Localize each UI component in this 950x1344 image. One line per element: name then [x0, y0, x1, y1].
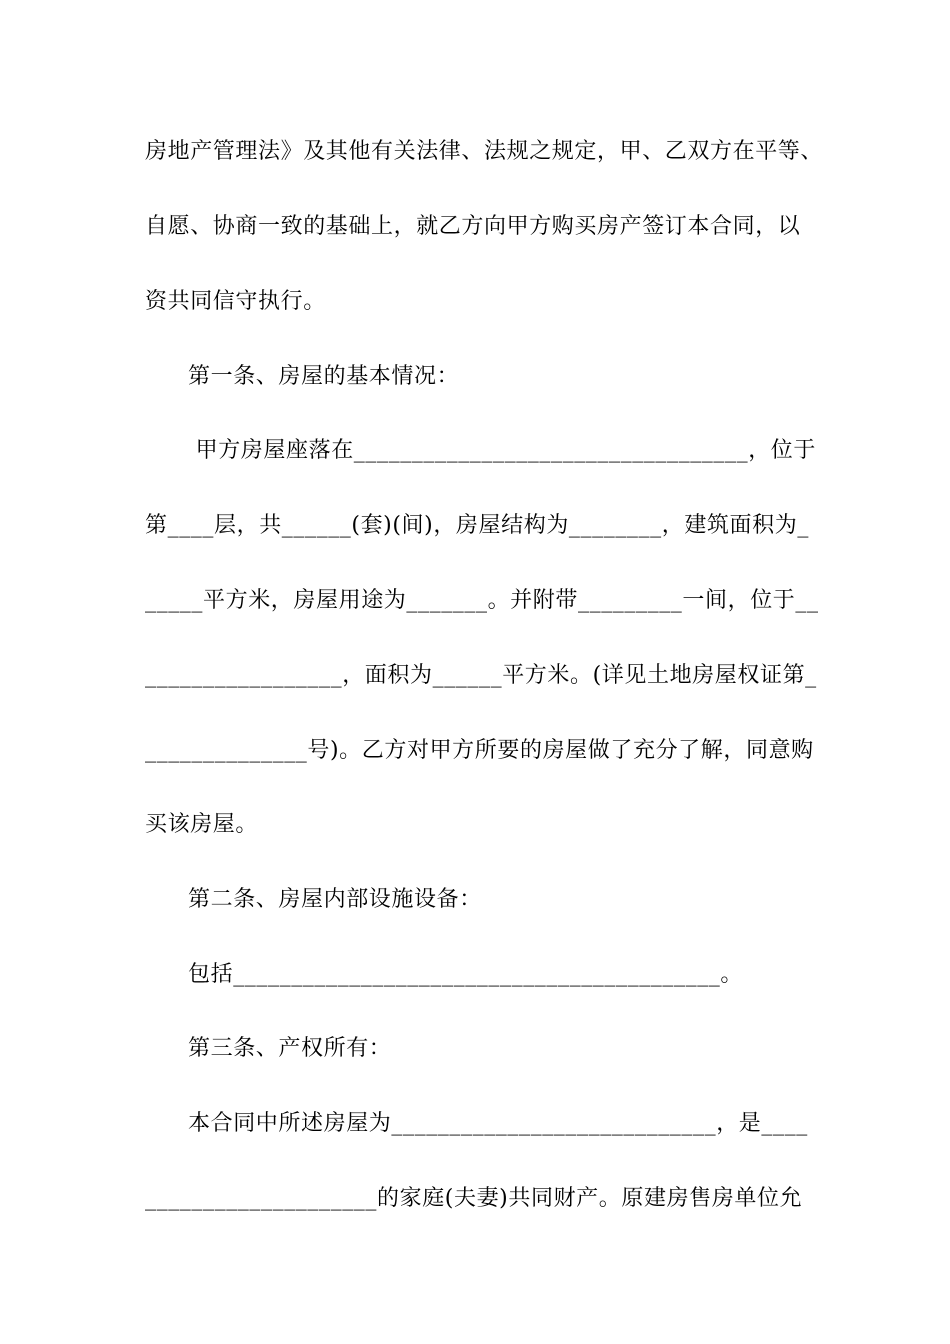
article-1-line-1: 甲方房屋座落在__________________________________，位于	[188, 438, 816, 463]
paragraph-line-2: 自愿、协商一致的基础上，就乙方向甲方购买房产签订本合同，以	[145, 214, 801, 239]
article-1-heading: 第一条、房屋的基本情况：	[188, 364, 460, 389]
article-1-line-3: _____平方米，房屋用途为_______。并附带_________一间，位于__	[145, 588, 819, 613]
paragraph-line-1: 房地产管理法》及其他有关法律、法规之规定，甲、乙双方在平等、	[145, 139, 824, 164]
article-3-line-2: ____________________的家庭(夫妻)共同财产。原建房售房单位允	[145, 1186, 803, 1211]
article-3-line-1: 本合同中所述房屋为____________________________，是____	[188, 1111, 808, 1136]
article-2-line-1: 包括__________________________________________。	[188, 962, 743, 987]
article-1-line-2: 第____层，共______(套)(间)，房屋结构为________，建筑面积为_	[145, 513, 809, 538]
article-1-line-5: ______________号)。乙方对甲方所要的房屋做了充分了解，同意购	[145, 738, 814, 763]
article-1-line-6: 买该房屋。	[145, 812, 259, 837]
article-3-heading: 第三条、产权所有：	[188, 1036, 392, 1061]
article-2-heading: 第二条、房屋内部设施设备：	[188, 887, 482, 912]
paragraph-line-3: 资共同信守执行。	[145, 289, 326, 314]
article-1-line-4: _________________，面积为______平方米。(详见土地房屋权证第_	[145, 663, 817, 688]
